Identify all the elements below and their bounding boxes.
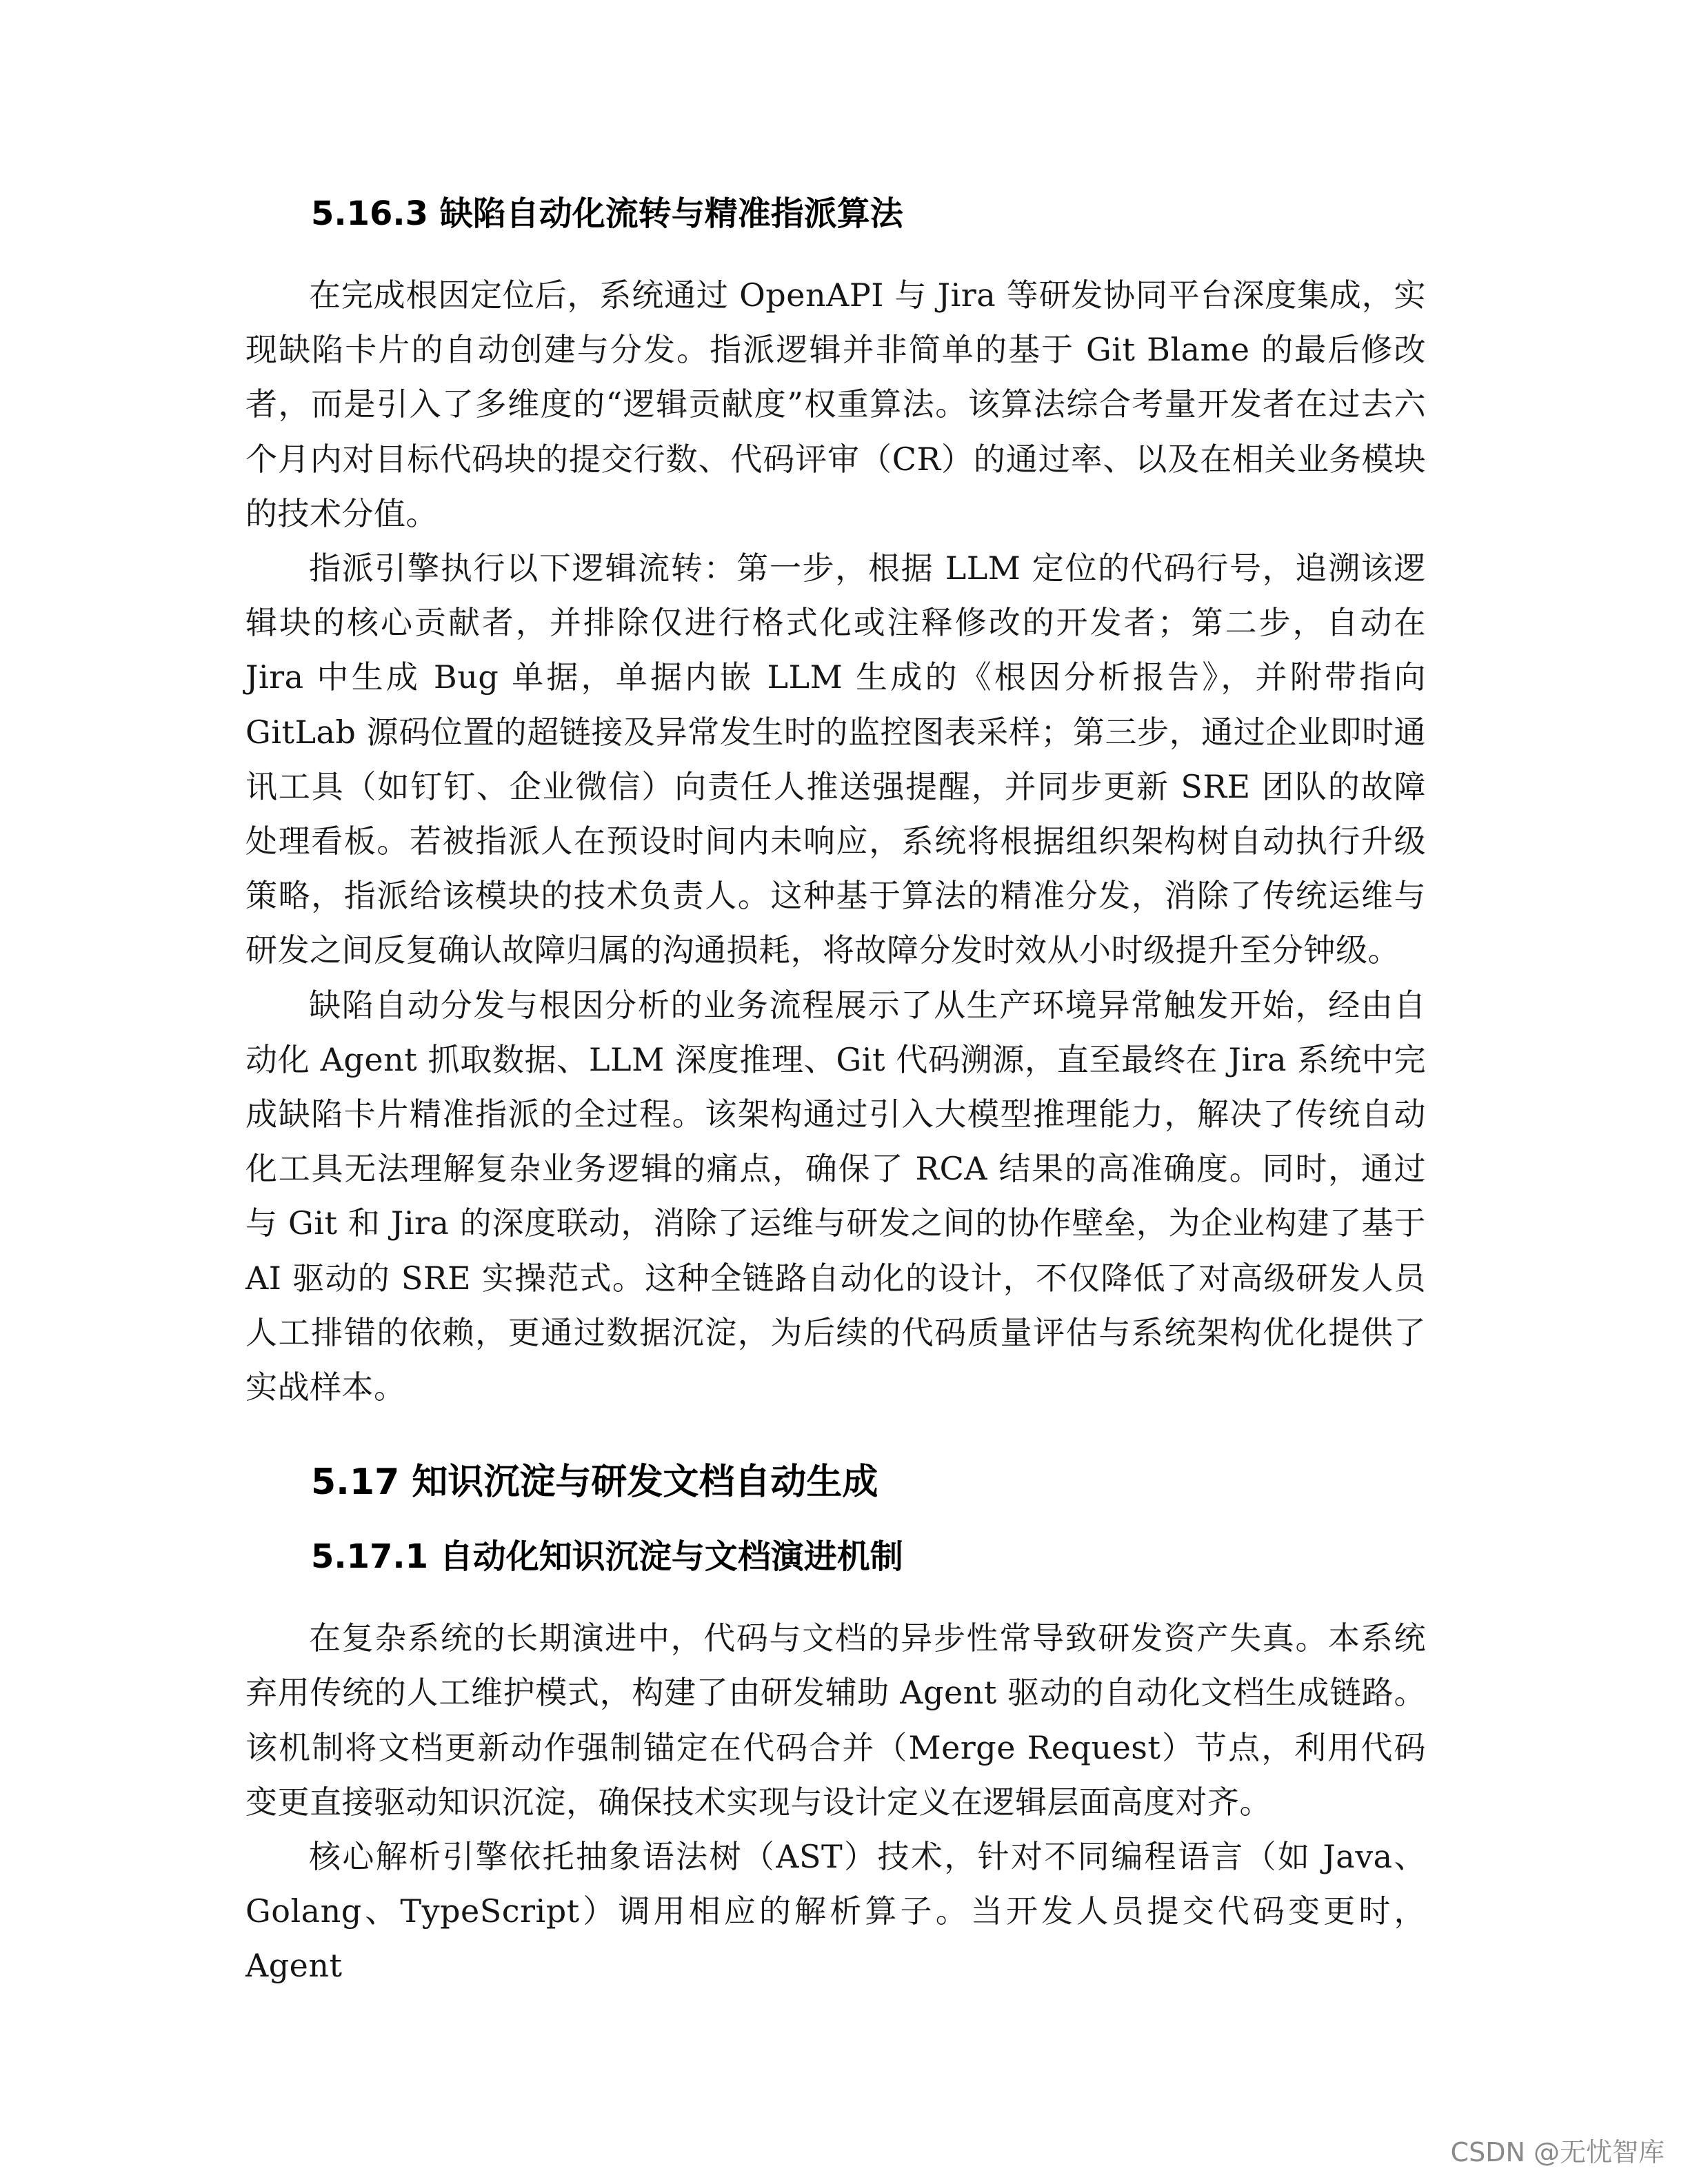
paragraph: 缺陷自动分发与根因分析的业务流程展示了从生产环境异常触发开始，经由自动化 Agent 抓取数据、LLM 深度推理、Git 代码溯源，直至最终在 Jira 系统中完成缺陷卡片精准指派的全过程。该架构通过引入大模型推理能力，解决了传统自动化工具无法理解复杂业务逻辑的痛点，确保了 RCA 结果的高准确度。同时，通过与 Git 和 Jira 的深度联动，消除了运维与研发之间的协作壁垒，为企业构建了基于 AI 驱动的 SRE 实操范式。这种全链路自动化的设计，不仅降低了对高级研发人员人工排错的依赖，更通过数据沉淀，为后续的代码质量评估与系统架构优化提供了实战样本。 [245, 986, 1426, 1406]
source-watermark: CSDN @无忧智库 [1450, 2137, 1665, 2167]
paragraph: 指派引擎执行以下逻辑流转：第一步，根据 LLM 定位的代码行号，追溯该逻辑块的核心贡献者，并排除仅进行格式化或注释修改的开发者；第二步，自动在 Jira 中生成 Bug 单据，单据内嵌 LLM 生成的《根因分析报告》，并附带指向 GitLab 源码位置的超链接及异常发生时的监控图表采样；第三步，通过企业即时通讯工具（如钉钉、企业微信）向责任人推送强提醒，并同步更新 SRE 团队的故障处理看板。若被指派人在预设时间内未响应，系统将根据组织架构树自动执行升级策略，指派给该模块的技术负责人。这种基于算法的精准分发，消除了传统运维与研发之间反复确认故障归属的沟通损耗，将故障分发时效从小时级提升至分钟级。 [245, 549, 1426, 969]
paragraph: 在复杂系统的长期演进中，代码与文档的异步性常导致研发资产失真。本系统弃用传统的人工维护模式，构建了由研发辅助 Agent 驱动的自动化文档生成链路。该机制将文档更新动作强制锚定在代码合并（Merge Request）节点，利用代码变更直接驱动知识沉淀，确保技术实现与设计定义在逻辑层面高度对齐。 [245, 1619, 1426, 1821]
section-heading-5-16-3: 5.16.3 缺陷自动化流转与精准指派算法 [311, 194, 903, 233]
section-spacer [245, 1415, 1426, 1464]
paragraph: 在完成根因定位后，系统通过 OpenAPI 与 Jira 等研发协同平台深度集成，实现缺陷卡片的自动创建与分发。指派逻辑并非简单的基于 Git Blame 的最后修改者，而是引入了多维度的“逻辑贡献度”权重算法。该算法综合考量开发者在过去六个月内对目标代码块的提交行数、代码评审（CR）的通过率、以及在相关业务模块的技术分值。 [245, 276, 1426, 532]
document-page [245, 194, 1426, 1994]
section-heading-5-17: 5.17 知识沉淀与研发文档自动生成 [311, 1462, 878, 1504]
paragraph: 核心解析引擎依托抽象语法树（AST）技术，针对不同编程语言（如 Java、Golang、TypeScript）调用相应的解析算子。当开发人员提交代码变更时，Agent [245, 1838, 1426, 1985]
section-heading-5-17-1: 5.17.1 自动化知识沉淀与文档演进机制 [311, 1537, 903, 1577]
